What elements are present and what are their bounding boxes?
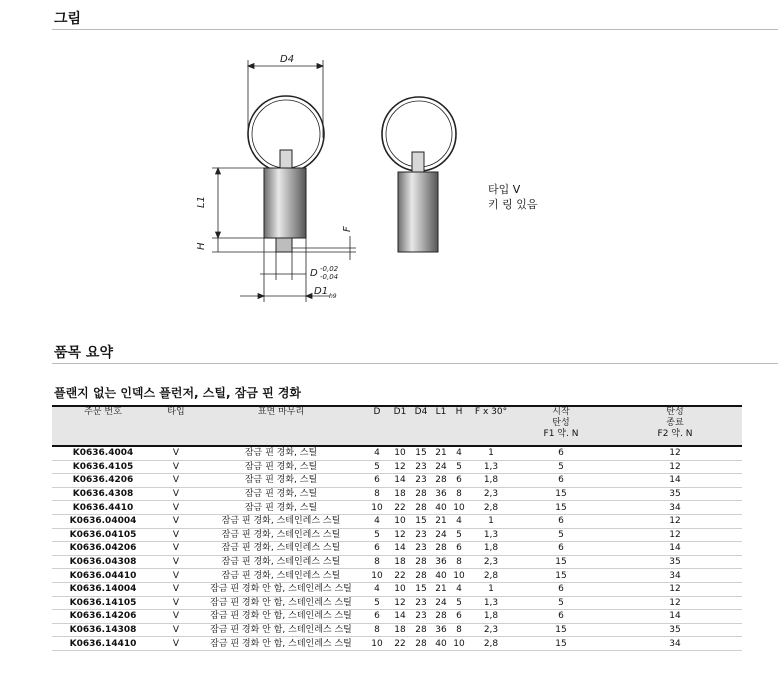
pin-head-right (412, 152, 424, 172)
h-label: H (196, 242, 207, 250)
cell-d: 8 (374, 557, 380, 568)
cell-f2: 34 (669, 638, 681, 649)
technical-drawing (190, 40, 490, 310)
cell-f1: 6 (558, 516, 564, 527)
cell-d4: 15 (415, 584, 427, 595)
d1-label: D1 (314, 286, 329, 297)
cell-surface: 잠금 핀 경화 안 함, 스테인레스 스틸 (210, 597, 352, 608)
cell-type: V (172, 502, 180, 513)
table-row (52, 528, 742, 542)
cell-h: 10 (453, 502, 465, 513)
col-header-h: H (450, 407, 468, 446)
d-label: D (310, 268, 318, 279)
cell-l1: 40 (435, 502, 447, 513)
cell-d1: 10 (394, 516, 406, 527)
cell-l1: 40 (435, 570, 447, 581)
cell-d4: 28 (415, 638, 427, 649)
cell-surface: 잠금 핀 경화, 스테인레스 스틸 (221, 570, 341, 581)
table-row (52, 623, 742, 637)
cell-l1: 40 (435, 638, 447, 649)
cell-code: K0636.14206 (69, 611, 137, 622)
cell-l1: 36 (435, 489, 447, 500)
cell-f1: 15 (555, 502, 567, 513)
cell-surface: 잠금 핀 경화, 스틸 (244, 502, 318, 513)
cell-f: 1 (488, 584, 494, 595)
cell-d4: 23 (415, 597, 427, 608)
cell-d: 8 (374, 625, 380, 636)
col-header-d4: D4 (410, 407, 432, 446)
d4-label: D4 (280, 54, 295, 65)
cell-d1: 12 (394, 461, 406, 472)
col-header-f1-line1: 시작 (552, 407, 570, 417)
table-row (52, 474, 742, 488)
cell-l1: 36 (435, 625, 447, 636)
cell-f: 1,8 (483, 475, 499, 486)
cell-code: K0636.14410 (69, 638, 137, 649)
cell-h: 5 (456, 597, 462, 608)
cell-d: 10 (371, 638, 383, 649)
cell-d4: 23 (415, 461, 427, 472)
table-row (52, 460, 742, 474)
cell-h: 8 (456, 557, 462, 568)
cell-type: V (172, 461, 180, 472)
col-header-f2-line2: 종료 (666, 418, 684, 428)
cell-f: 1,3 (483, 597, 499, 608)
cell-h: 4 (456, 448, 462, 459)
table-body (52, 446, 742, 650)
cell-code: K0636.04004 (69, 516, 137, 527)
table-row (52, 542, 742, 556)
table-row (52, 555, 742, 569)
cell-d1: 10 (394, 584, 406, 595)
cell-surface: 잠금 핀 경화, 스틸 (244, 475, 318, 486)
cell-f: 2,8 (483, 570, 499, 581)
table-row (52, 514, 742, 528)
cell-d: 4 (374, 584, 380, 595)
cell-type: V (172, 638, 180, 649)
cell-code: K0636.04410 (69, 570, 137, 581)
col-header-f2-line1: 탄성 (666, 407, 684, 417)
drawing-section-title: 그림 (54, 11, 82, 27)
cell-code: K0636.4105 (72, 461, 134, 472)
cell-f2: 35 (669, 489, 681, 500)
cell-f1: 6 (558, 448, 564, 459)
cell-code: K0636.04105 (69, 529, 137, 540)
cell-type: V (172, 584, 180, 595)
cell-type: V (172, 529, 180, 540)
cell-f2: 12 (669, 448, 681, 459)
cell-h: 8 (456, 625, 462, 636)
cell-h: 6 (456, 475, 462, 486)
table-title: 플랜지 없는 인덱스 플런저, 스틸, 잠금 핀 경화 (54, 386, 302, 400)
l1-label: L1 (196, 196, 207, 208)
cell-f1: 15 (555, 557, 567, 568)
type-note-line2: 키 링 있음 (488, 198, 538, 211)
cell-f2: 14 (669, 611, 681, 622)
cell-f: 2,8 (483, 638, 499, 649)
cell-type: V (172, 475, 180, 486)
cell-l1: 28 (435, 543, 447, 554)
col-header-d1: D1 (390, 407, 410, 446)
cell-f1: 15 (555, 570, 567, 581)
cell-d: 6 (374, 611, 380, 622)
cell-type: V (172, 489, 180, 500)
cell-d1: 18 (394, 625, 406, 636)
cell-d: 4 (374, 448, 380, 459)
product-table (52, 407, 742, 651)
col-header-f1-line3: F1 약. N (543, 429, 579, 439)
cell-f2: 35 (669, 557, 681, 568)
cell-l1: 28 (435, 475, 447, 486)
cell-surface: 잠금 핀 경화, 스테인레스 스틸 (221, 543, 341, 554)
cell-f: 2,3 (483, 557, 499, 568)
cell-d4: 23 (415, 529, 427, 540)
table-row (52, 582, 742, 596)
cell-d4: 23 (415, 543, 427, 554)
cell-d: 4 (374, 516, 380, 527)
cell-code: K0636.14308 (69, 625, 137, 636)
cell-f: 2,3 (483, 625, 499, 636)
col-header-f2 (608, 407, 742, 446)
cell-d4: 23 (415, 611, 427, 622)
pin-tip-left (276, 238, 292, 252)
cell-l1: 24 (435, 461, 447, 472)
cell-surface: 잠금 핀 경화 안 함, 스테인레스 스틸 (210, 611, 352, 622)
cell-d: 10 (371, 502, 383, 513)
cell-type: V (172, 597, 180, 608)
cell-h: 10 (453, 638, 465, 649)
cell-h: 4 (456, 584, 462, 595)
cell-f2: 12 (669, 461, 681, 472)
table-row (52, 487, 742, 501)
cell-f: 2,3 (483, 489, 499, 500)
cell-type: V (172, 557, 180, 568)
cell-l1: 21 (435, 448, 447, 459)
col-header-f2-line3: F2 약. N (657, 429, 693, 439)
cell-f: 1 (488, 448, 494, 459)
cell-f1: 5 (558, 597, 564, 608)
cell-f: 1 (488, 516, 494, 527)
cell-d1: 18 (394, 557, 406, 568)
cell-surface: 잠금 핀 경화, 스틸 (244, 448, 318, 459)
cell-d4: 28 (415, 502, 427, 513)
cell-surface: 잠금 핀 경화, 스테인레스 스틸 (221, 516, 341, 527)
cell-h: 10 (453, 570, 465, 581)
table-row (52, 610, 742, 624)
cell-d4: 23 (415, 475, 427, 486)
cell-type: V (172, 543, 180, 554)
cell-surface: 잠금 핀 경화, 스테인레스 스틸 (221, 557, 341, 568)
cell-f2: 12 (669, 584, 681, 595)
cell-d4: 28 (415, 489, 427, 500)
cell-f1: 6 (558, 611, 564, 622)
cell-l1: 28 (435, 611, 447, 622)
cell-d1: 18 (394, 489, 406, 500)
cell-f2: 12 (669, 516, 681, 527)
cell-f: 1,3 (483, 461, 499, 472)
summary-section-divider (52, 363, 778, 364)
cell-d1: 14 (394, 475, 406, 486)
cell-f: 1,8 (483, 543, 499, 554)
cell-f2: 35 (669, 625, 681, 636)
cell-h: 4 (456, 516, 462, 527)
d-tol-upper: -0,02 (320, 265, 339, 273)
type-note (488, 182, 538, 212)
cell-d: 5 (374, 529, 380, 540)
cell-h: 6 (456, 611, 462, 622)
cell-d4: 28 (415, 625, 427, 636)
cell-f1: 15 (555, 489, 567, 500)
col-header-l1: L1 (432, 407, 450, 446)
col-header-surface: 표면 마무리 (198, 407, 364, 446)
cell-type: V (172, 516, 180, 527)
cell-f2: 34 (669, 502, 681, 513)
cell-type: V (172, 625, 180, 636)
cell-code: K0636.04206 (69, 543, 137, 554)
table-header-row (52, 407, 742, 446)
table-row (52, 446, 742, 460)
l1-dimension (196, 168, 264, 238)
cell-code: K0636.4004 (72, 448, 134, 459)
cell-d4: 15 (415, 448, 427, 459)
cell-type: V (172, 570, 180, 581)
cell-d1: 14 (394, 543, 406, 554)
cell-l1: 21 (435, 584, 447, 595)
plunger-body-right (398, 172, 438, 252)
table-row (52, 569, 742, 583)
cell-surface: 잠금 핀 경화, 스테인레스 스틸 (221, 529, 341, 540)
summary-section-title: 품목 요약 (54, 345, 113, 361)
cell-d1: 12 (394, 597, 406, 608)
col-header-f: F x 30° (468, 407, 514, 446)
cell-d1: 22 (394, 638, 406, 649)
cell-code: K0636.4410 (72, 502, 134, 513)
drawing-section-divider (52, 29, 778, 30)
col-header-f1 (514, 407, 608, 446)
cell-l1: 21 (435, 516, 447, 527)
cell-d1: 14 (394, 611, 406, 622)
cell-f: 1,3 (483, 529, 499, 540)
cell-h: 8 (456, 489, 462, 500)
cell-f2: 14 (669, 543, 681, 554)
cell-type: V (172, 611, 180, 622)
cell-d: 6 (374, 475, 380, 486)
cell-h: 5 (456, 461, 462, 472)
cell-d: 10 (371, 570, 383, 581)
cell-code: K0636.4206 (72, 475, 134, 486)
cell-surface: 잠금 핀 경화 안 함, 스테인레스 스틸 (210, 625, 352, 636)
cell-f1: 6 (558, 584, 564, 595)
f-label: F (342, 226, 353, 232)
cell-f1: 5 (558, 461, 564, 472)
cell-surface: 잠금 핀 경화, 스틸 (244, 461, 318, 472)
cell-surface: 잠금 핀 경화 안 함, 스테인레스 스틸 (210, 638, 352, 649)
cell-code: K0636.14004 (69, 584, 137, 595)
cell-code: K0636.4308 (72, 489, 134, 500)
cell-f2: 14 (669, 475, 681, 486)
cell-l1: 36 (435, 557, 447, 568)
cell-f: 1,8 (483, 611, 499, 622)
col-header-type: 타입 (154, 407, 198, 446)
type-note-line1: 타입 V (488, 183, 521, 196)
cell-surface: 잠금 핀 경화 안 함, 스테인레스 스틸 (210, 584, 352, 595)
plunger-body-left (264, 168, 306, 238)
cell-h: 6 (456, 543, 462, 554)
pin-head-left (280, 150, 292, 168)
cell-l1: 24 (435, 597, 447, 608)
d1-sub-label: h9 (329, 293, 337, 300)
cell-d1: 22 (394, 570, 406, 581)
cell-d: 5 (374, 597, 380, 608)
cell-d: 6 (374, 543, 380, 554)
table-row (52, 596, 742, 610)
cell-type: V (172, 448, 180, 459)
cell-d4: 28 (415, 557, 427, 568)
cell-h: 5 (456, 529, 462, 540)
cell-f2: 12 (669, 529, 681, 540)
table-row (52, 501, 742, 515)
cell-code: K0636.04308 (69, 557, 137, 568)
col-header-code: 주문 번호 (52, 407, 154, 446)
col-header-f1-line2: 탄성 (552, 418, 570, 428)
cell-l1: 24 (435, 529, 447, 540)
cell-d1: 10 (394, 448, 406, 459)
cell-d4: 28 (415, 570, 427, 581)
col-header-d: D (364, 407, 390, 446)
table-row (52, 637, 742, 651)
cell-f1: 15 (555, 638, 567, 649)
cell-f2: 12 (669, 597, 681, 608)
cell-code: K0636.14105 (69, 597, 137, 608)
d-tol-lower: -0,04 (320, 273, 339, 281)
cell-d1: 22 (394, 502, 406, 513)
cell-d1: 12 (394, 529, 406, 540)
cell-f1: 15 (555, 625, 567, 636)
cell-surface: 잠금 핀 경화, 스틸 (244, 489, 318, 500)
cell-f1: 6 (558, 543, 564, 554)
cell-f1: 6 (558, 475, 564, 486)
cell-f1: 5 (558, 529, 564, 540)
cell-f2: 34 (669, 570, 681, 581)
d-tolerance-dimension (260, 252, 339, 281)
cell-d: 8 (374, 489, 380, 500)
cell-d4: 15 (415, 516, 427, 527)
cell-d: 5 (374, 461, 380, 472)
cell-f: 2,8 (483, 502, 499, 513)
